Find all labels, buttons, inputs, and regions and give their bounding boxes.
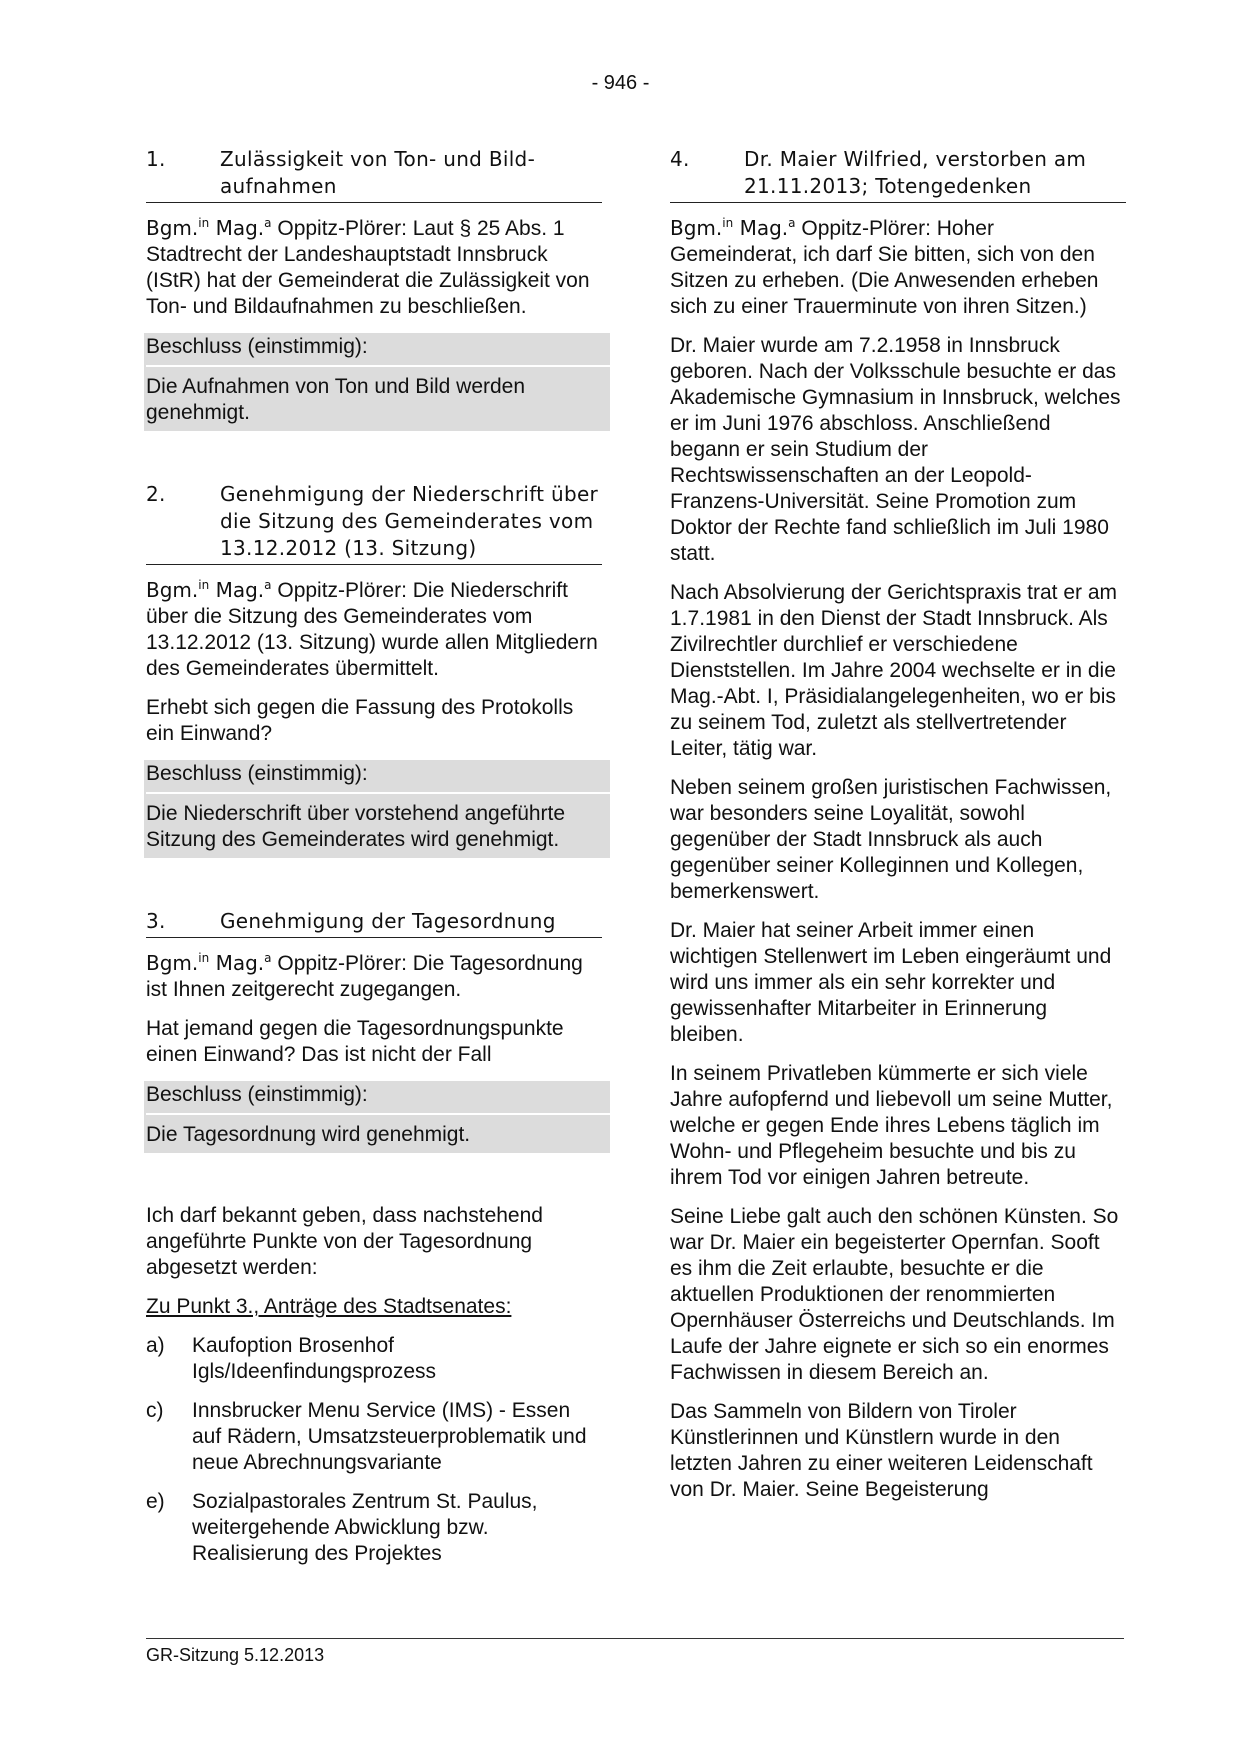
speaker-title: Bgm.: [146, 216, 199, 240]
resolution-box: [144, 760, 610, 858]
resolution-text: Die Aufnahmen von Ton und Bild werden genehmigt.: [146, 375, 526, 424]
obituary-paragraph: Neben seinem großen juristischen Fachwissen, war besonders seine Loyalität, sowohl gegenüber der Stadt Innsbruck als auch gegenüber seiner Kolleginnen und Kollegen, bemerkenswert.: [670, 776, 1112, 903]
section-number: 1.: [146, 147, 166, 171]
subheading: Zu Punkt 3., Anträge des Stadtsenates:: [146, 1295, 512, 1318]
page-number: - 946 -: [591, 72, 650, 94]
list-text: Kaufoption Brosenhof Igls/Ideenfindungsprozess: [192, 1334, 436, 1383]
left-column: [146, 146, 602, 1580]
section-number: 3.: [146, 909, 166, 933]
section-number: 2.: [146, 482, 166, 506]
question-paragraph: Erhebt sich gegen die Fassung des Protokolls ein Einwand?: [146, 696, 574, 745]
section-title: Dr. Maier Wilfried, verstorben am 21.11.2013; Totengedenken: [744, 147, 1087, 198]
section-heading-2: [146, 481, 602, 565]
list-letter: c): [146, 1399, 164, 1422]
list-item: [146, 1333, 602, 1385]
list-text: Innsbrucker Menu Service (IMS) - Essen auf Rädern, Umsatzsteuerproblematik und neue Abrechnungsvariante: [192, 1399, 587, 1474]
section-heading-1: [146, 146, 602, 203]
obituary-paragraph: Dr. Maier hat seiner Arbeit immer einen wichtigen Stellenwert im Leben eingeräumt und wird uns immer als ein sehr korrekter und gewissenhafter Mitarbeiter in Erinnerung bleiben.: [670, 919, 1112, 1046]
obituary-paragraph: Das Sammeln von Bildern von Tiroler Künstlerinnen und Künstlern wurde in den letzten Jahren zu einer weiteren Leidenschaft von Dr. Maier. Seine Begeisterung: [670, 1400, 1093, 1501]
obituary-paragraph: Dr. Maier wurde am 7.2.1958 in Innsbruck geboren. Nach der Volksschule besuchte er das Akademische Gymnasium in Innsbruck, welches er im Juni 1976 abschloss. Anschließend begann er sein Studium der Rechtswissenschaften an der Leopold-Franzens-Universität. Seine Promotion zum Doktor der Rechte fand schließlich im Juli 1980 statt.: [670, 334, 1121, 565]
speaker-paragraph: Bgm.$^{in}$ Mag.$^a$ Oppitz-Plörer: Hoher Gemeinderat, ich darf Sie bitten, sich von den Sitzen zu erheben. (Die Anwesenden erheben sich zu einer Trauerminute von ihren Sitzen.): [670, 216, 1099, 318]
section-number: 4.: [670, 147, 690, 171]
speaker-paragraph: Bgm.$^{in}$ Mag.$^a$ Oppitz-Plörer: Laut § 25 Abs. 1 Stadtrecht der Landeshauptstadt Innsbruck (IStR) hat der Gemeinderat die Zulässigkeit von Ton- und Bildaufnahmen zu beschließen.: [146, 216, 590, 318]
section-title: Genehmigung der Niederschrift über die Sitzung des Gemeinderates vom 13.12.2012 (13. Sitzung): [220, 482, 599, 560]
section-heading-3: [146, 908, 602, 938]
obituary-paragraph: Nach Absolvierung der Gerichtspraxis trat er am 1.7.1981 in den Dienst der Stadt Innsbruck. Als Zivilrechtler durchlief er verschiedene Dienststellen. Im Jahre 2004 wechselte er in die Mag.-Abt. I, Präsidialangelegenheiten, wo er bis zu seinem Tod, zuletzt als stellvertretender Leiter, tätig war.: [670, 581, 1118, 760]
section-heading-4: [670, 146, 1126, 203]
list-letter: a): [146, 1334, 165, 1357]
paragraph-text: Laut § 25 Abs. 1 Stadtrecht der Landeshauptstadt Innsbruck (IStR) hat der Gemeinderat die Zulässigkeit von Ton- und Bildaufnahmen zu beschließen.: [146, 217, 590, 318]
paragraph-text: Die Niederschrift über die Sitzung des Gemeinderates vom 13.12.2012 (13. Sitzung) wurde allen Mitgliedern des Gemeinderates übermittelt.: [146, 579, 598, 680]
resolution-text: Die Tagesordnung wird genehmigt.: [146, 1123, 471, 1146]
question-paragraph: Hat jemand gegen die Tagesordnungspunkte einen Einwand? Das ist nicht der Fall: [146, 1017, 564, 1066]
right-column: [670, 146, 1126, 1516]
resolution-box: [144, 333, 610, 431]
speaker-name: Oppitz-Plörer:: [277, 579, 407, 602]
speaker-paragraph: Bgm.$^{in}$ Mag.$^a$ Oppitz-Plörer: Die Tagesordnung ist Ihnen zeitgerecht zugegangen.: [146, 951, 583, 1001]
section-title: Genehmigung der Tagesordnung: [220, 909, 556, 933]
page-footer: GR-Sitzung 5.12.2013: [146, 1638, 1124, 1666]
list-text: Sozialpastorales Zentrum St. Paulus, weitergehende Abwicklung bzw. Realisierung des Projektes: [192, 1490, 538, 1565]
announcement-paragraph: Ich darf bekannt geben, dass nachstehend angeführte Punkte von der Tagesordnung abgesetzt werden:: [146, 1204, 543, 1279]
speaker-name: Oppitz-Plörer:: [801, 217, 931, 240]
section-title: Zulässigkeit von Ton- und Bildaufnahmen: [220, 147, 535, 198]
paragraph-text: Die Tagesordnung ist Ihnen zeitgerecht zugegangen.: [146, 952, 583, 1001]
speaker-name: Oppitz-Plörer:: [277, 952, 407, 975]
resolution-text: Die Niederschrift über vorstehend angeführte Sitzung des Gemeinderates wird genehmigt.: [146, 802, 566, 851]
list-letter: e): [146, 1490, 165, 1513]
obituary-paragraph: Seine Liebe galt auch den schönen Künsten. So war Dr. Maier ein begeisterter Opernfan. Sooft es ihm die Zeit erlaubte, besuchte er die aktuellen Produktionen der renommierten Opernhäuser Österreichs und Deutschlands. Im Laufe der Jahre eignete er sich so ein enormes Fachwissen in diesem Bereich an.: [670, 1205, 1119, 1384]
obituary-paragraph: In seinem Privatleben kümmerte er sich viele Jahre aufopfernd und liebevoll um seine Mutter, welche er gegen Ende ihres Lebens täglich im Wohn- und Pflegeheim besuchte und bis zu ihrem Tod vor einigen Jahren betreute.: [670, 1062, 1113, 1189]
resolution-label: Beschluss (einstimmig):: [146, 761, 610, 794]
resolution-box: [144, 1081, 610, 1153]
speaker-paragraph: Bgm.$^{in}$ Mag.$^a$ Oppitz-Plörer: Die Niederschrift über die Sitzung des Gemeinderates vom 13.12.2012 (13. Sitzung) wurde allen Mitgliedern des Gemeinderates übermittelt.: [146, 578, 598, 680]
paragraph-text: Hoher Gemeinderat, ich darf Sie bitten, sich von den Sitzen zu erheben. (Die Anwesenden erheben sich zu einer Trauerminute von ihren Sitzen.): [670, 217, 1099, 318]
resolution-label: Beschluss (einstimmig):: [146, 334, 610, 367]
list-item: [146, 1489, 602, 1567]
list-item: [146, 1398, 602, 1476]
resolution-label: Beschluss (einstimmig):: [146, 1082, 610, 1115]
speaker-name: Oppitz-Plörer:: [277, 217, 407, 240]
